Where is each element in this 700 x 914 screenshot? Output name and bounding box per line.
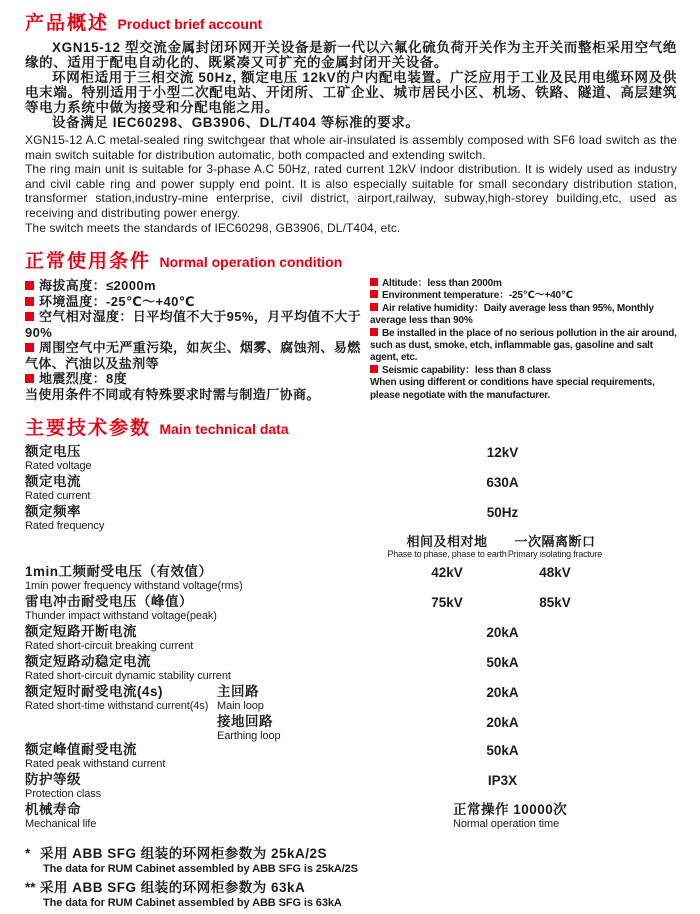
condition-note: 当使用条件不同或有特殊要求时需与制造厂协商。 [25,386,320,402]
table-row [25,655,677,682]
table-row [25,475,677,502]
row-label-zh: 额定频率 [25,504,81,519]
row-value-phase: 42kV [431,565,463,580]
section-normal-operation-condition [25,246,677,402]
footnote [25,880,677,910]
section-title-zh: 产品概述 [25,13,110,34]
row-label-zh: 额定短路动稳定电流 [25,654,151,669]
table-row [25,715,677,740]
column-header-zh: 相间及相对地 [406,534,488,549]
column-header-en: Phase to phase, phase to earth [387,549,507,559]
table-row [25,445,677,472]
column-header [485,535,625,559]
row-label-en: Protection class [25,788,102,800]
condition-item [370,303,677,328]
paragraph-en: XGN15-12 A.C metal-sealed ring switchgear that whole air-insulated is assembly composed with SF6 load switch as the main switch suitable for distribution automatic, both compacted and extending switch. [25,133,677,162]
table-column-headers [25,535,677,562]
row-value: 50kA [486,655,519,670]
row-label-en: Rated voltage [25,460,92,472]
condition-text: 周围空气中无严重污染，如灰尘、烟雾、腐蚀剂、易燃气体、汽油以及盐剂等 [25,340,361,371]
condition-text: Seismic capability：less than 8 class [382,364,552,376]
square-bullet-icon [370,290,378,298]
conditions-en-column [370,278,677,402]
row-value: 630A [486,475,519,490]
row-sublabel-zh: 主回路 [217,684,259,699]
footnote-zh: 采用 ABB SFG 组装的环网柜参数为 25kA/2S [40,846,328,861]
row-value: 20kA [486,685,519,700]
section-title [25,413,677,440]
condition-item [25,340,370,371]
section-title [25,246,677,273]
section-title [25,8,677,35]
row-label-zh: 防护等级 [25,772,81,787]
row-label-en: Rated short-circuit breaking current [25,640,194,652]
square-bullet-icon [25,343,34,352]
row-sublabel-en: Earthing loop [217,730,281,742]
condition-text: 环境温度：-25℃～+40℃ [39,293,195,309]
section-title-zh: 正常使用条件 [25,251,152,272]
section-title-en: Product brief account [117,16,263,32]
row-label-en: Thunder impact withstand voltage(peak) [25,610,217,622]
square-bullet-icon [370,328,378,336]
row-value: 20kA [486,715,519,730]
section-main-technical-data [25,413,677,914]
table-row [25,773,677,800]
technical-data-table [25,445,677,830]
paragraph-zh: 环网柜适用于三相交流 50Hz, 额定电压 12kV的户内配电装置。广泛应用于工业及民用电缆环网及供电末端。特别适用于小型二次配电站、开闭所、工矿企业、城市居民小区、机场、铁路、隧道、高层建筑等电力系统中做为接受和分配电能之用。 [25,70,677,115]
condition-item [25,309,370,340]
section-title-en: Normal operation condition [159,254,343,270]
condition-text: Air relative humidity：Daily average less than 95%, Monthly average less than 90% [370,302,654,327]
condition-item [25,294,370,310]
table-row [25,803,677,830]
footnote [25,846,677,876]
square-bullet-icon [370,303,378,311]
footnote-en: The data for RUM Cabinet assembled by ABB SFG is 25kA/2S [43,863,358,875]
condition-text: 地震烈度：8度 [39,371,128,386]
table-row [25,625,677,652]
condition-text: Altitude：less than 2000m [382,278,502,289]
footnote-marker: ** [25,880,36,895]
condition-item [370,328,677,365]
row-label-en: Rated short-circuit dynamic stability current [25,670,231,682]
footnote-zh: 采用 ABB SFG 组装的环网柜参数为 63kA [40,880,306,895]
section-title-zh: 主要技术参数 [25,418,152,439]
conditions-zh-column [25,278,370,402]
condition-item [370,278,677,290]
footnote-body [40,880,342,910]
row-value-isolating: 48kV [539,565,571,580]
row-value-phase: 75kV [431,595,463,610]
table-row [25,505,677,532]
condition-item [370,290,677,302]
condition-note: When using different or conditions have special requirements, please negotiate with the manufacturer. [370,377,655,401]
footnote-body [40,846,358,876]
condition-item [25,371,370,387]
square-bullet-icon [370,365,378,373]
row-value: IP3X [487,773,518,788]
row-sublabel [217,715,417,742]
row-label-zh: 额定电流 [25,474,81,489]
row-value: 50Hz [486,505,519,520]
row-value: 20kA [486,625,519,640]
section-title-en: Main technical data [159,421,289,437]
row-value: 12kV [486,445,519,460]
row-label-en: Rated frequency [25,520,105,532]
condition-text: 海拔高度：≤2000m [39,278,157,293]
table-row [25,743,677,770]
row-label-en: Mechanical life [25,818,97,830]
condition-text: Environment temperature：-25℃～+40℃ [382,290,573,302]
row-label-zh: 机械寿命 [25,802,81,817]
row-value-isolating: 85kV [539,595,571,610]
row-label-en: 1min power frequency withstand voltage(rms) [25,580,243,592]
paragraph-zh: XGN15-12 型交流金属封闭环网开关设备是新一代以六氟化硫负荷开关作为主开关而整柜采用空气绝缘的、适用于配电自动化的、既紧凑又可扩充的金属封闭开关设备。 [25,40,677,70]
condition-item [370,365,677,377]
column-header-zh: 一次隔离断口 [514,534,596,549]
row-label-en: Rated current [25,490,91,502]
row-sublabel-zh: 接地回路 [217,714,273,729]
row-value-en: Normal operation time [453,818,560,830]
condition-text: 空气相对湿度：日平均值不大于95%，月平均值不大于90% [25,309,362,340]
footnote-marker: * [25,846,31,861]
row-label-zh: 额定电压 [25,444,81,459]
row-label-en: Rated short-time withstand current(4s) [25,700,209,712]
condition-item [25,278,370,294]
paragraph-zh: 设备满足 IEC60298、GB3906、DL/T404 等标准的要求。 [52,115,420,130]
column-header-en: Primary isolating fracture [507,549,603,559]
square-bullet-icon [25,297,34,306]
row-sublabel-en: Main loop [217,700,264,712]
row-sublabel [217,685,417,712]
square-bullet-icon [25,281,34,290]
row-value: 50kA [486,743,519,758]
footnotes [25,846,677,910]
square-bullet-icon [25,374,34,383]
section-product-brief [25,8,677,235]
table-row [25,595,677,622]
square-bullet-icon [370,278,378,286]
paragraph-en: The ring main unit is suitable for 3-phase A.C 50Hz, rated current 12kV indoor distribution. It is widely used as industry and civil cable ring and power supply end point. It is also especially suitable for small secondary distribution station, transformer station,industry-mine enterprise, civil district, airport,railway, subway,high-storey building,etc, used as receiving and distributing power energy. [25,162,677,220]
footnote-en: The data for RUM Cabinet assembled by ABB SFG is 63kA [43,897,342,909]
row-label-zh: 额定峰值耐受电流 [25,742,137,757]
row-label-zh: 额定短时耐受电流(4s) [25,684,164,699]
row-label-zh: 雷电冲击耐受电压（峰值） [25,594,193,609]
table-row [25,565,677,592]
row-value-zh: 正常操作 10000次 [453,802,568,817]
row-label-zh: 1min工频耐受电压（有效值） [25,564,213,579]
condition-text: Be installed in the place of no serious pollution in the air around, such as dust, smoke, etch, inflammable gas, gasoline and salt agent, etc. [370,327,677,364]
row-value [453,803,567,830]
row-label-zh: 额定短路开断电流 [25,624,137,639]
row-label-en: Rated peak withstand current [25,758,166,770]
table-row [25,685,677,712]
square-bullet-icon [25,312,34,321]
paragraph-en: The switch meets the standards of IEC60298, GB3906, DL/T404, etc. [25,220,401,235]
